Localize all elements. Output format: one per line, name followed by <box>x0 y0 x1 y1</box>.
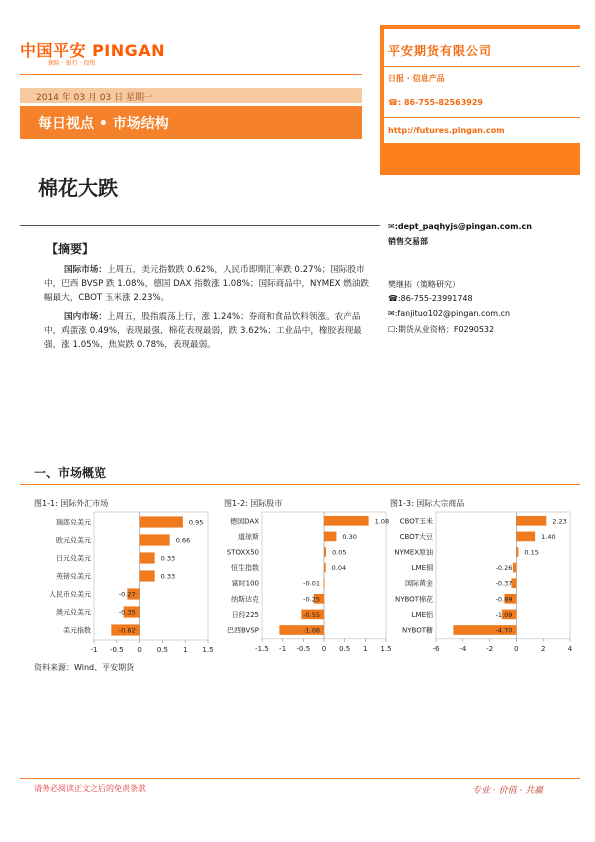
page-title: 棉花大跌 <box>38 176 118 200</box>
company-name: 平安期货有限公司 <box>388 44 493 58</box>
analyst-email-link[interactable]: ✉:fanjituo102@pingan.com.cn <box>388 309 511 318</box>
tick-label: 1 <box>182 646 188 654</box>
category-label: LME铜 <box>411 564 433 573</box>
category-label: 瑞郎兑美元 <box>56 518 91 527</box>
bar <box>324 532 336 542</box>
report-date: 2014 年 03 月 03 日 星期一 <box>36 93 153 103</box>
section-divider <box>20 484 580 485</box>
data-label: 0.04 <box>331 564 347 573</box>
category-label: 富时100 <box>231 579 259 588</box>
tick-label: 4 <box>567 644 573 653</box>
category-label: STOXX50 <box>226 548 259 557</box>
pingan-logo: 中国平安 PINGAN <box>20 41 166 60</box>
category-label: 英镑兑美元 <box>56 572 91 581</box>
category-label: NYBOT棉花 <box>395 595 433 604</box>
company-phone: ☎: 86-755-82563929 <box>388 98 483 107</box>
data-label: 0.66 <box>175 536 191 545</box>
data-label: 0.15 <box>524 548 539 557</box>
data-label: -0.55 <box>303 610 320 619</box>
tick-label: 0 <box>321 644 327 653</box>
tick-label: 0.5 <box>156 646 168 654</box>
tick-label: -4 <box>459 644 467 653</box>
chart-title-fx: 图1-1: 国际外汇市场 <box>34 499 109 508</box>
data-label: -0.62 <box>118 626 136 635</box>
paragraph-text: 上周五，股指震荡上行，涨 1.24%；券商和食品饮料领涨。农产品中，鸡蛋涨 0.49%，表现最强，棉花表现最弱，跌 3.62%；工业品中，橡胶表现最强，涨 1.05%，焦炭跌 0.78%，表现最弱。 <box>44 312 362 351</box>
data-label: 2.23 <box>552 517 567 526</box>
category-label: 欧元兑美元 <box>56 536 91 545</box>
category-label: 恒生指数 <box>231 564 259 573</box>
category-label: 道琼斯 <box>238 532 259 541</box>
data-label: -0.89 <box>495 595 513 604</box>
bar <box>516 516 546 526</box>
category-label: CBOT大豆 <box>399 532 433 541</box>
panel-divider <box>384 66 580 67</box>
data-label: -1.08 <box>303 626 320 635</box>
bar <box>140 516 183 527</box>
category-label: 澳元兑美元 <box>56 608 91 617</box>
tick-label: 1 <box>363 644 368 653</box>
data-label: 0.30 <box>342 532 357 541</box>
category-label: CBOT玉米 <box>399 517 433 526</box>
category-label: NYBOT糖 <box>402 626 433 635</box>
data-label: 0.05 <box>332 548 347 557</box>
bar <box>140 570 155 581</box>
data-label: 0.33 <box>160 572 176 581</box>
bar <box>140 534 170 545</box>
tick-label: 1.5 <box>202 646 214 654</box>
data-label: -0.25 <box>303 595 320 604</box>
paragraph-lead: 国际市场： <box>64 265 107 275</box>
bar <box>324 547 326 557</box>
tick-label: -2 <box>486 644 494 653</box>
data-label: 0.95 <box>188 518 204 527</box>
analyst-phone: ☎:86-755-23991748 <box>388 294 473 303</box>
bar <box>140 552 155 563</box>
bar <box>324 578 325 588</box>
summary-paragraph-intl <box>44 263 369 306</box>
category-label: 巴西BVSP <box>226 626 259 635</box>
data-source: 资料来源：Wind、平安期货 <box>34 663 135 672</box>
analyst-name: 樊继拓（策略研究） <box>388 280 460 289</box>
data-label: -0.35 <box>118 608 136 617</box>
category-label: 日元兑美元 <box>56 554 91 563</box>
summary-heading: 【摘要】 <box>46 242 95 256</box>
header-divider <box>20 74 362 75</box>
data-label: 1.40 <box>541 532 556 541</box>
category-label: 日经225 <box>231 610 259 619</box>
tick-label: 2 <box>540 644 546 653</box>
footer-slogan: 专业 · 价值 · 共赢 <box>472 786 544 796</box>
category-label: 国际黄金 <box>405 579 433 588</box>
tick-label: -1 <box>279 644 287 653</box>
tick-label: -0.5 <box>296 644 311 653</box>
data-label: -0.27 <box>118 590 136 599</box>
bar <box>516 532 535 542</box>
data-label: -0.37 <box>495 579 513 588</box>
category-label: 美元指数 <box>63 626 91 635</box>
data-label: -0.01 <box>303 579 320 588</box>
data-label: -4.70 <box>495 626 513 635</box>
commodities-bar-chart <box>384 508 574 658</box>
disclaimer-link[interactable]: 请务必阅读正文之后的免责条款 <box>34 784 146 793</box>
chart-title-commodities: 图1-3: 国际大宗商品 <box>390 499 465 508</box>
footer-divider <box>20 778 580 779</box>
category-label: LME铝 <box>411 610 433 619</box>
tick-label: 0 <box>137 646 142 654</box>
panel-divider <box>384 117 580 118</box>
summary-paragraph-domestic <box>44 310 369 353</box>
banner-title: 每日视点 • 市场结构 <box>38 116 169 132</box>
bar <box>324 516 369 526</box>
dept-name: 销售交易部 <box>388 237 428 246</box>
paragraph-text: 上周五，美元指数跌 0.62%，人民币即期汇率跌 0.27%；国际股市中，巴西 BVSP 跌 1.08%，德国 DAX 指数涨 1.08%；国际商品中，NYMEX 燃油跌幅最大，CBOT 玉米涨 2.23%。 <box>44 265 369 304</box>
data-label: 0.33 <box>160 554 176 563</box>
tick-label: 0.5 <box>339 644 351 653</box>
stocks-bar-chart <box>220 508 390 658</box>
bar <box>324 563 326 573</box>
tick-label: -1.5 <box>255 644 269 653</box>
tick-label: -0.5 <box>109 646 124 654</box>
data-label: -1.09 <box>495 610 513 619</box>
section-heading: 一、市场概览 <box>34 466 107 480</box>
plot-frame <box>436 512 570 639</box>
paragraph-lead: 国内市场： <box>64 312 107 322</box>
bar <box>516 547 518 557</box>
bar <box>513 563 516 573</box>
chart-title-stocks: 图1-2: 国际股市 <box>224 499 283 508</box>
tick-label: -6 <box>432 644 440 653</box>
dept-email-link[interactable]: ✉:dept_paqhyjs@pingan.com.cn <box>388 222 532 231</box>
category-label: 德国DAX <box>230 517 259 526</box>
data-label: -0.26 <box>495 564 513 573</box>
data-label: 1.08 <box>374 517 390 526</box>
tick-label: -1 <box>90 646 98 654</box>
logo-tagline: 保险 · 银行 · 投资 <box>48 60 96 67</box>
category-label: NYMEX原油 <box>394 548 433 557</box>
category-label: 人民币兑美元 <box>49 590 91 599</box>
tick-label: 0 <box>514 644 519 653</box>
title-divider <box>20 225 380 226</box>
analyst-license: ☐:期货从业资格：F0290532 <box>388 325 495 334</box>
tick-label: 1.5 <box>380 644 392 653</box>
category-label: 纳斯达克 <box>231 595 259 604</box>
company-url-link[interactable]: http://futures.pingan.com <box>388 126 505 135</box>
report-type: 日报 · 信息产品 <box>388 74 445 83</box>
fx-bar-chart <box>30 508 214 658</box>
